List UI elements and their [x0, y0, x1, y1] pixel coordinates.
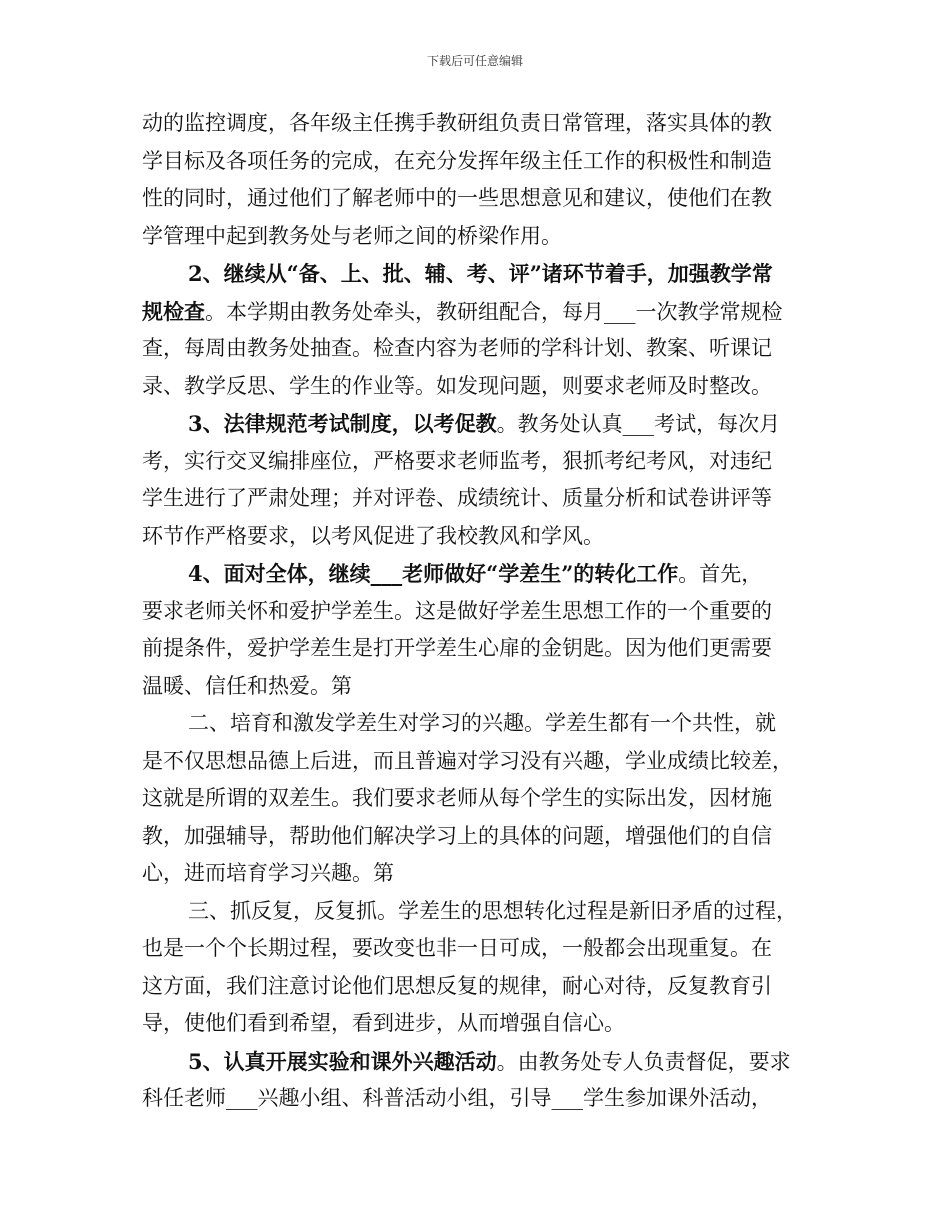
paragraph-line: [142, 1043, 814, 1081]
paragraph-line: 学管理中起到教务处与老师之间的桥梁作用。: [142, 223, 562, 248]
heading-item-3: 3、法律规范考试制度，以考促教: [188, 411, 497, 436]
paragraph-line: 心，进而培育学习兴趣。第: [142, 861, 394, 885]
heading-item-2: 2、继续从“备、上、批、辅、考、评”诸环节着手，加强教学常: [188, 261, 773, 286]
paragraph-line: 教，加强辅导，帮助他们解决学习上的具体的问题，增强他们的自信: [142, 823, 772, 848]
paragraph-line: 学生进行了严肃处理；并对评卷、成绩统计、质量分析和试卷讲评等: [142, 486, 772, 510]
paragraph-line: 科任老师___兴趣小组、科普活动小组，引导___学生参加课外活动，: [142, 1086, 772, 1110]
paragraph-line: 前提条件，爱护学差生是打开学差生心扉的金钥匙。因为他们更需要: [142, 636, 772, 660]
paragraph-line: 也是一个个长期过程，要改变也非一日可成，一般都会出现重复。在: [142, 936, 772, 960]
paragraph-line: 考，实行交叉编排座位，严格要求老师监考，狠抓考纪考风，对违纪: [142, 448, 772, 473]
heading-item-2-end: 规检查: [142, 298, 205, 324]
paragraph-line: 学目标及各项任务的完成，在充分发挥年级主任工作的积极性和制造: [142, 148, 772, 173]
paragraph-line: 二、培育和激发学差生对学习的兴趣。学差生都有一个共性，就: [188, 711, 776, 735]
paragraph-line: 环节作严格要求，以考风促进了我校教风和学风。: [142, 523, 604, 548]
paragraph-line: 要求老师关怀和爱护学差生。这是做好学差生思想工作的一个重要的: [142, 598, 772, 623]
paragraph-line: 是不仅思想品德上后进，而且普遍对学习没有兴趣，学业成绩比较差，: [142, 748, 793, 773]
paragraph-line: 动的监控调度，各年级主任携手教研组负责日常管理，落实具体的教: [142, 111, 772, 135]
paragraph-line: 温暖、信任和热爱。第: [142, 673, 352, 698]
heading-item-4: 4、面对全体，继续___老师做好“学差生”的转化工作: [188, 561, 679, 586]
paragraph-line: 查，每周由教务处抽查。检查内容为老师的学科计划、教案、听课记: [142, 336, 772, 360]
paragraph-line: 录、教学反思、学生的作业等。如发现问题，则要求老师及时整改。: [142, 373, 772, 398]
paragraph-text: 。本学期由教务处牵头，教研组配合，每月___一次教学常规检: [205, 299, 783, 324]
paragraph-line: 这方面，我们注意讨论他们思想反复的规律，耐心对待，反复教育引: [142, 973, 772, 998]
paragraph-line: 导，使他们看到希望，看到进步，从而增强自信心。: [142, 1011, 625, 1035]
paragraph-text: 。由教务处专人负责督促，要求: [496, 1049, 791, 1074]
paragraph-line: 这就是所谓的双差生。我们要求老师从每个学生的实际出发，因材施: [142, 786, 772, 810]
paragraph-line: 三、抓反复，反复抓。学差生的思想转化过程是新旧矛盾的过程，: [188, 898, 797, 923]
paragraph-line: 性的同时，通过他们了解老师中的一些思想意见和建议，使他们在教: [142, 186, 772, 210]
page-header: 下载后可任意编辑: [426, 54, 523, 68]
document-body: [142, 105, 814, 1118]
paragraph-line: [142, 555, 814, 593]
paragraph-text: 。教务处认真___考试，每次月: [496, 412, 781, 436]
heading-item-5: 5、认真开展实验和课外兴趣活动: [188, 1048, 497, 1074]
paragraph-text: 。首先，: [678, 562, 763, 586]
paragraph-line: [142, 405, 814, 443]
paragraph-line: [142, 293, 814, 331]
